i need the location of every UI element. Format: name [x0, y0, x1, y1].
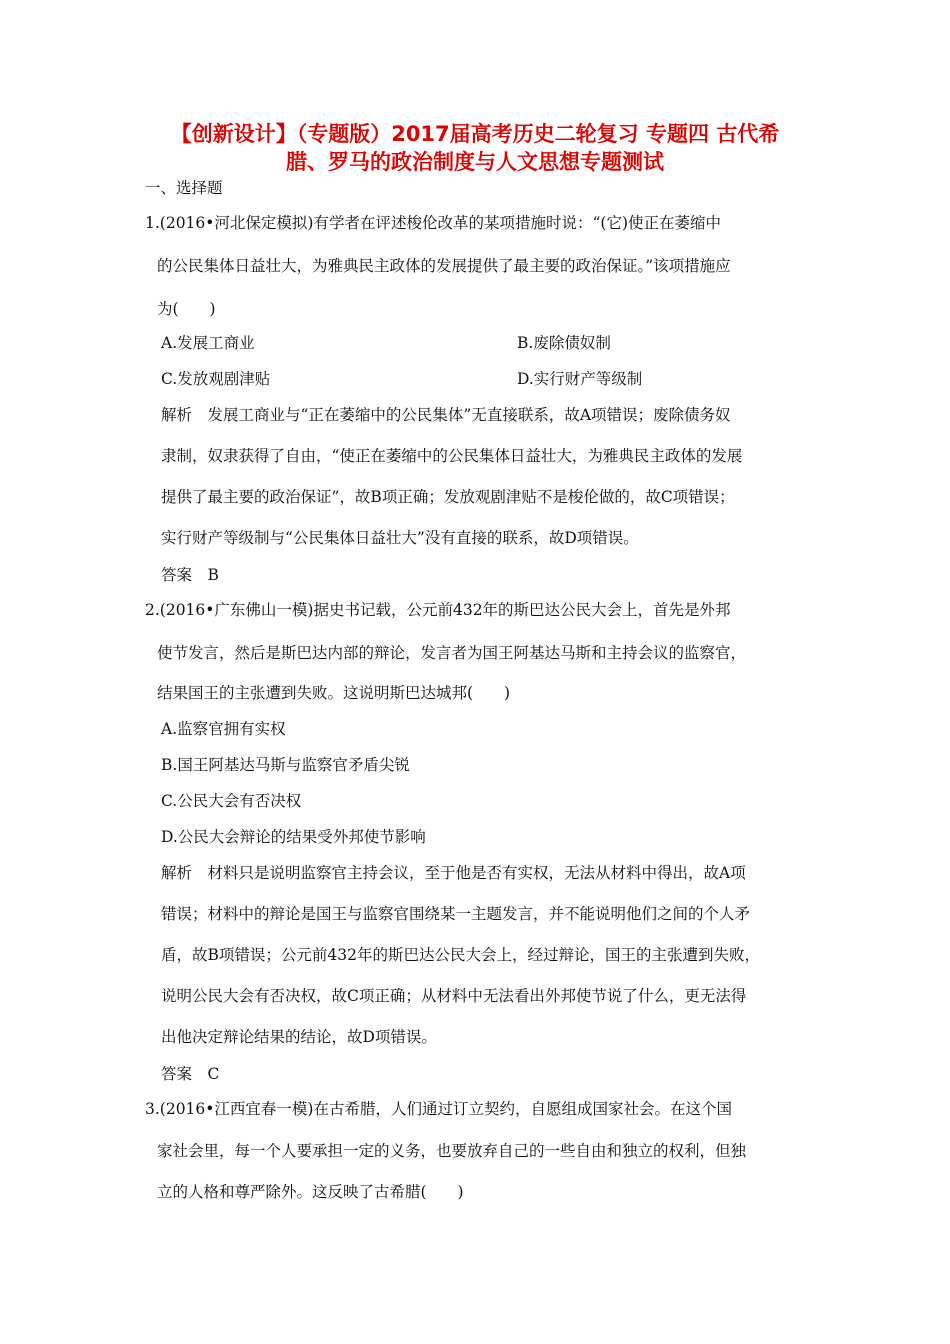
question-1-option-b: B.废除债奴制 [517, 334, 611, 352]
question-1-line-1: 1.(2016•河北保定模拟)有学者在评述梭伦改革的某项措施时说：“(它)使正在萎缩中 [145, 214, 721, 232]
question-1-analysis-line-1: 解析 发展工商业与“正在萎缩中的公民集体”无直接联系，故A项错误；废除债务奴 [161, 406, 731, 424]
question-1-answer: 答案 B [161, 566, 219, 584]
question-2-line-3: 结果国王的主张遭到失败。这说明斯巴达城邦( ) [157, 684, 511, 702]
question-2-option-a: A.监察官拥有实权 [161, 720, 286, 738]
question-2-analysis-line-1: 解析 材料只是说明监察官主持会议，至于他是否有实权，无法从材料中得出，故A项 [161, 864, 746, 882]
question-3-line-2: 家社会里，每一个人要承担一定的义务，也要放弃自己的一些自由和独立的权利，但独 [157, 1142, 747, 1160]
question-2-option-d: D.公民大会辩论的结果受外邦使节影响 [161, 828, 426, 846]
question-1-option-c: C.发放观剧津贴 [161, 370, 271, 388]
question-2-analysis-line-4: 说明公民大会有否决权，故C项正确；从材料中无法看出外邦使节说了什么，更无法得 [161, 987, 747, 1005]
question-3-line-3: 立的人格和尊严除外。这反映了古希腊( ) [157, 1183, 464, 1201]
question-2-option-b: B.国王阿基达马斯与监察官矛盾尖锐 [161, 756, 410, 774]
question-2-answer: 答案 C [161, 1065, 220, 1083]
section-heading: 一、选择题 [145, 179, 223, 197]
question-2-option-c: C.公民大会有否决权 [161, 792, 302, 810]
title-line-1: 【创新设计】（专题版）2017届高考历史二轮复习 专题四 古代希 [170, 122, 780, 146]
question-2-analysis-line-2: 错误；材料中的辩论是国王与监察官围绕某一主题发言，并不能说明他们之间的个人矛 [161, 905, 751, 923]
title-line-2: 腊、罗马的政治制度与人文思想专题测试 [286, 150, 664, 174]
question-2-line-2: 使节发言，然后是斯巴达内部的辩论，发言者为国王阿基达马斯和主持会议的监察官， [157, 644, 747, 662]
question-1-option-a: A.发展工商业 [161, 334, 255, 352]
question-2-analysis-line-5: 出他决定辩论结果的结论，故D项错误。 [161, 1028, 437, 1046]
document-title [110, 120, 840, 176]
question-1-option-d: D.实行财产等级制 [517, 370, 643, 388]
question-1-analysis-line-3: 提供了最主要的政治保证”，故B项正确；发放观剧津贴不是梭伦做的，故C项错误； [161, 488, 735, 506]
question-2-analysis-line-3: 盾，故B项错误；公元前432年的斯巴达公民大会上，经过辩论，国王的主张遭到失败， [161, 946, 760, 964]
question-3-line-1: 3.(2016•江西宜春一模)在古希腊，人们通过订立契约，自愿组成国家社会。在这个国 [145, 1100, 732, 1118]
question-1-analysis-line-4: 实行财产等级制与“公民集体日益壮大”没有直接的联系，故D项错误。 [161, 529, 639, 547]
question-1-line-3: 为( ) [157, 300, 216, 318]
question-2-line-1: 2.(2016•广东佛山一模)据史书记载，公元前432年的斯巴达公民大会上，首先是外邦 [145, 601, 731, 619]
question-1-line-2: 的公民集体日益壮大，为雅典民主政体的发展提供了最主要的政治保证。”该项措施应 [157, 257, 731, 275]
question-1-analysis-line-2: 隶制，奴隶获得了自由，“使正在萎缩中的公民集体日益壮大，为雅典民主政体的发展 [161, 447, 743, 465]
